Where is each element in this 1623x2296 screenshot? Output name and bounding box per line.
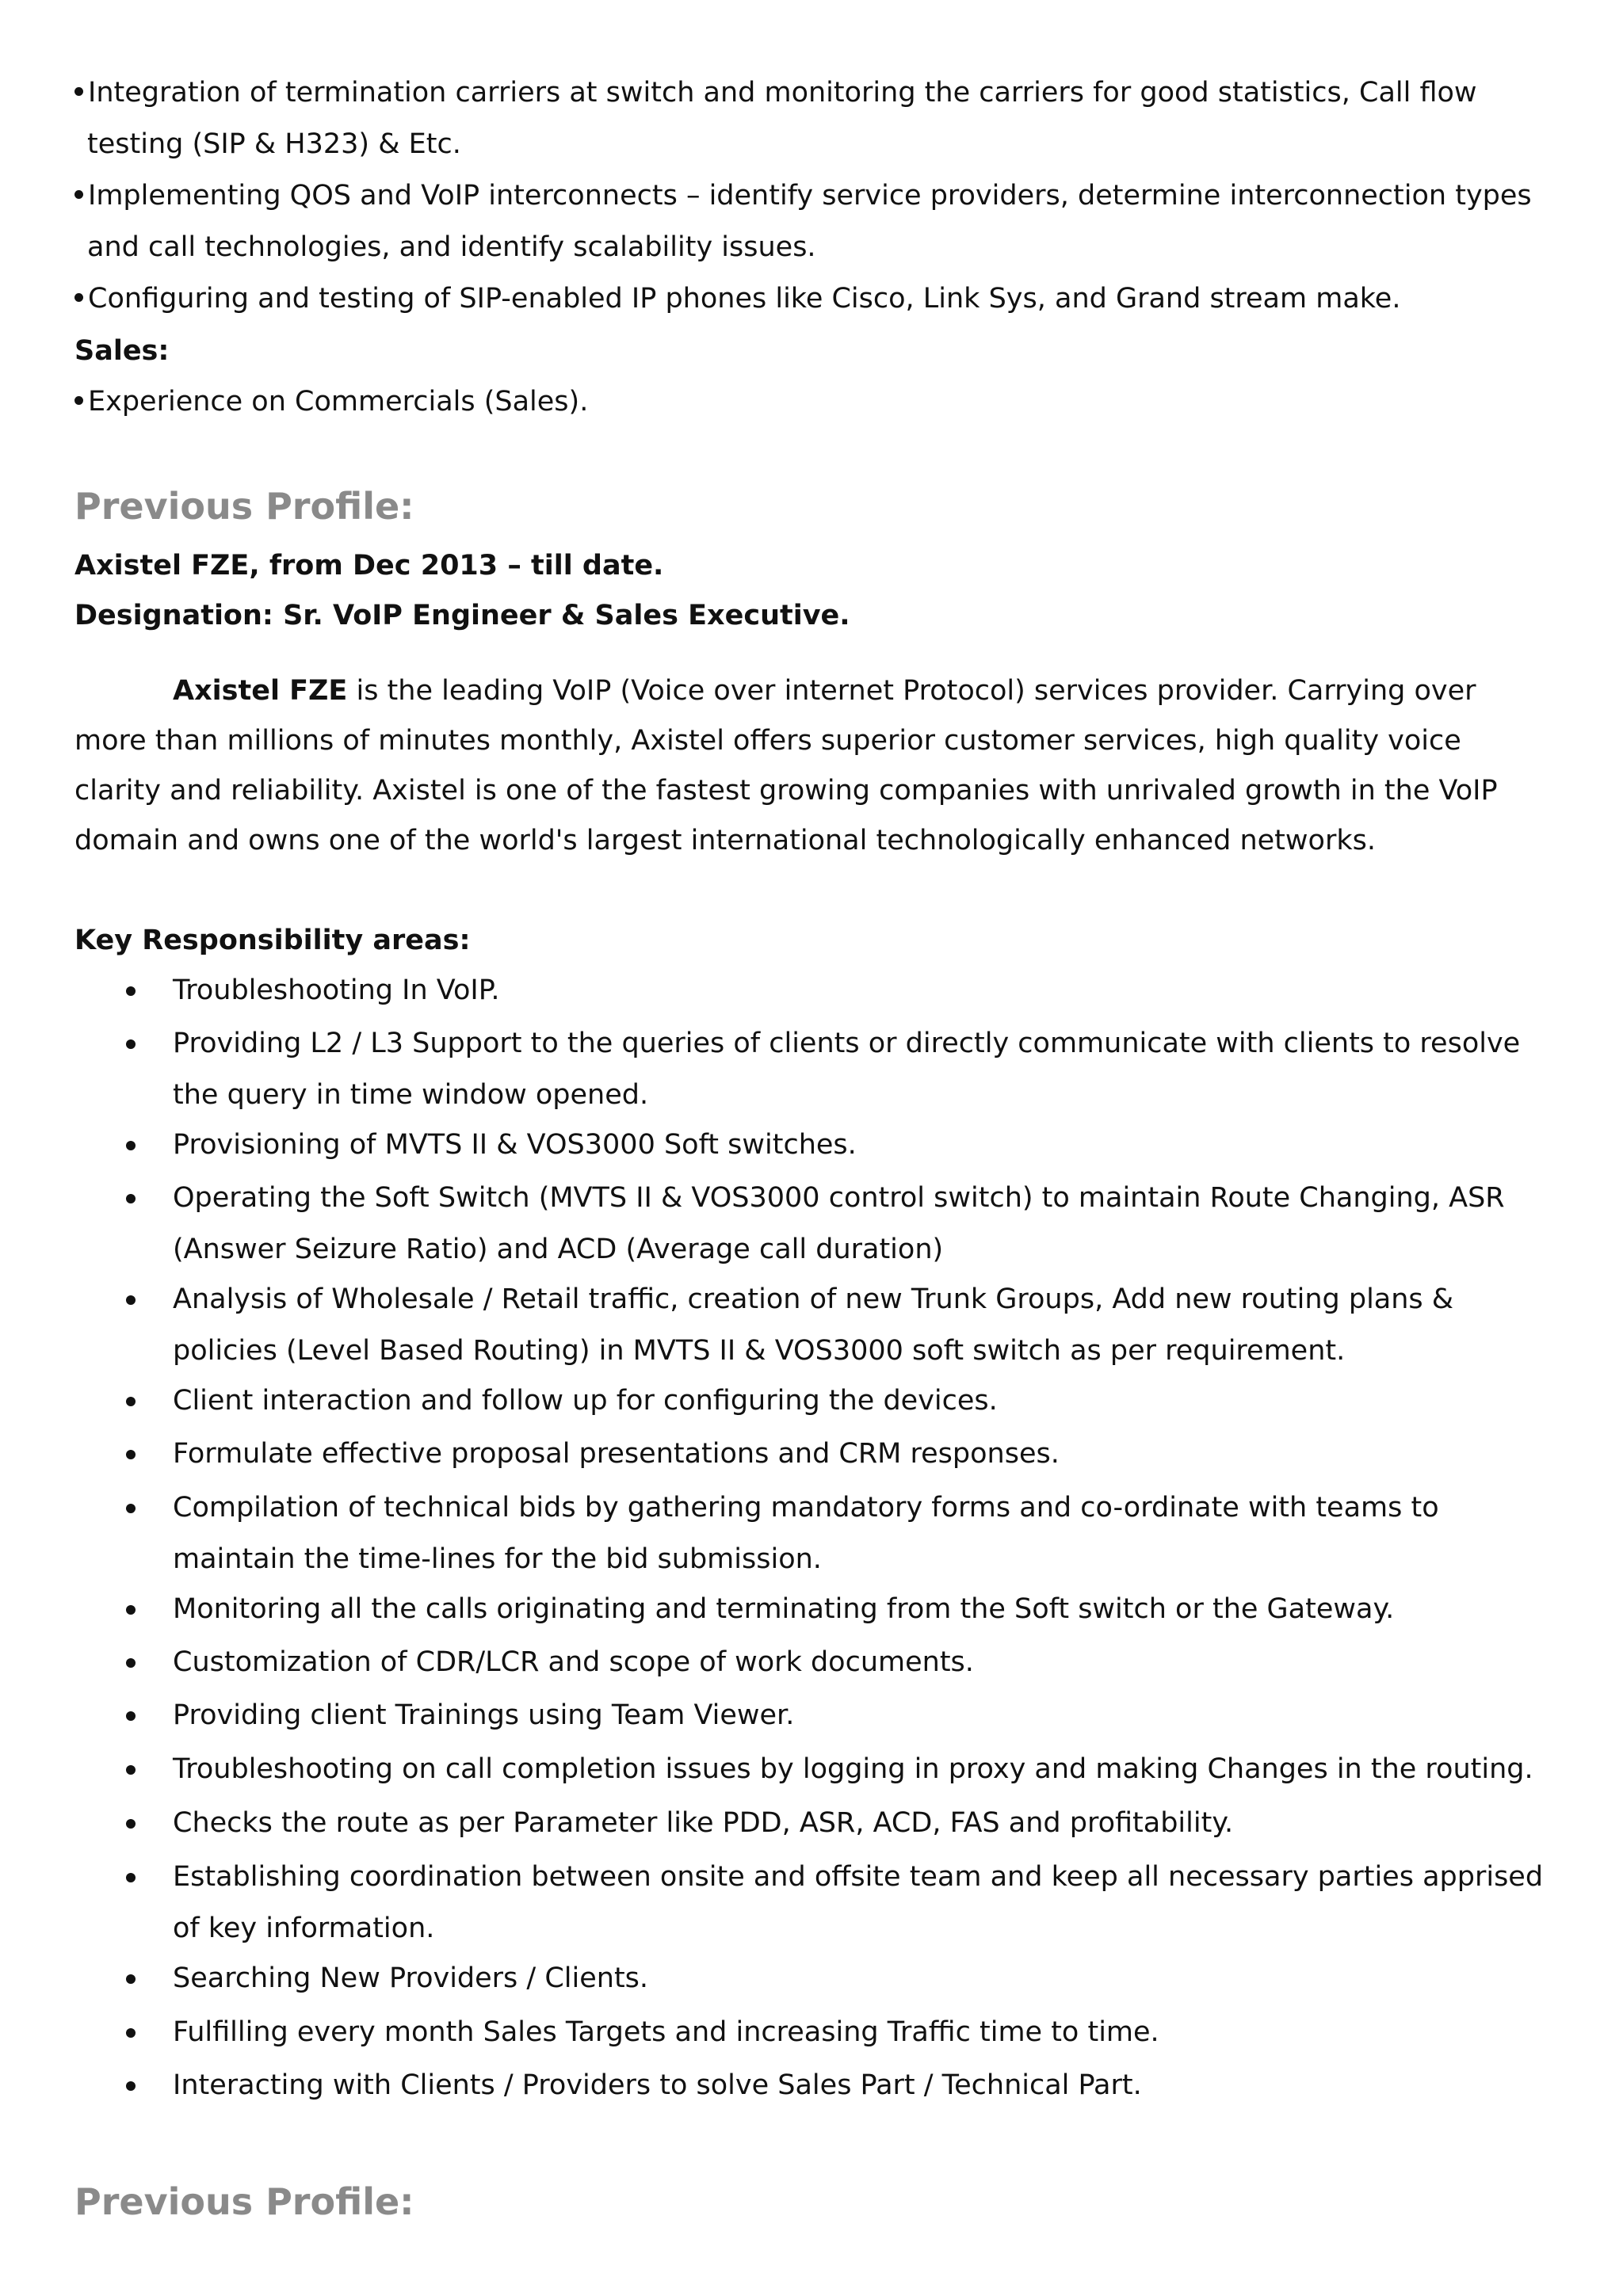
bullet-dot-icon bbox=[126, 986, 136, 996]
sales-heading: Sales: bbox=[74, 335, 170, 367]
list-item: Customization of CDR/LCR and scope of work documents. bbox=[173, 1646, 974, 1678]
list-item-cont: the query in time window opened. bbox=[173, 1079, 649, 1111]
bullet-dot-icon bbox=[126, 1974, 136, 1984]
bullet-dot-icon bbox=[74, 396, 83, 405]
bullet-dot-icon bbox=[126, 2081, 136, 2091]
list-item: Providing client Trainings using Team Viewer. bbox=[173, 1699, 795, 1731]
previous-profile-heading: Previous Profile: bbox=[74, 485, 414, 528]
bullet-dot-icon bbox=[126, 1397, 136, 1406]
bullet-dot-icon bbox=[126, 2028, 136, 2038]
list-item: Analysis of Wholesale / Retail traffic, creation of new Trunk Groups, Add new routing plans & bbox=[173, 1283, 1454, 1315]
company-description-line-3: clarity and reliability. Axistel is one of the fastest growing companies with unrivaled growth in the VoIP bbox=[74, 775, 1498, 807]
sales-bullet: Experience on Commercials (Sales). bbox=[74, 388, 588, 416]
company-description-line-2: more than millions of minutes monthly, Axistel offers superior customer services, high quality voice bbox=[74, 725, 1461, 757]
bullet-dot-icon bbox=[126, 1658, 136, 1668]
list-item-cont: of key information. bbox=[173, 1913, 435, 1944]
bullet-dot-icon bbox=[126, 1605, 136, 1615]
list-item-cont: policies (Level Based Routing) in MVTS II & VOS3000 soft switch as per requirement. bbox=[173, 1335, 1346, 1367]
list-item: Interacting with Clients / Providers to solve Sales Part / Technical Part. bbox=[173, 2069, 1142, 2101]
company-description-line-1: Axistel FZE is the leading VoIP (Voice over internet Protocol) services provider. Carrying over bbox=[173, 675, 1476, 707]
previous-profile-heading-2: Previous Profile: bbox=[74, 2180, 414, 2223]
bullet-dot-icon bbox=[126, 1450, 136, 1459]
bullet-dot-icon bbox=[126, 1819, 136, 1829]
company-description-line-4: domain and owns one of the world's largest international technologically enhanced networks. bbox=[74, 825, 1376, 856]
list-item: Provisioning of MVTS II & VOS3000 Soft switches. bbox=[173, 1129, 857, 1161]
bullet-dot-icon bbox=[74, 87, 83, 96]
list-item: Establishing coordination between onsite and offsite team and keep all necessary parties apprised bbox=[173, 1861, 1544, 1893]
bullet-dot-icon bbox=[126, 1141, 136, 1150]
bullet-dot-icon bbox=[74, 293, 83, 302]
bullet-dot-icon bbox=[126, 1873, 136, 1882]
company-line: Axistel FZE, from Dec 2013 – till date. bbox=[74, 550, 664, 582]
list-item-cont: maintain the time-lines for the bid submission. bbox=[173, 1543, 822, 1575]
bullet-dot-icon bbox=[126, 1765, 136, 1775]
list-item: Formulate effective proposal presentations and CRM responses. bbox=[173, 1438, 1060, 1470]
bullet-dot-icon bbox=[126, 1711, 136, 1721]
company-name: Axistel FZE bbox=[173, 675, 348, 707]
list-item: Searching New Providers / Clients. bbox=[173, 1962, 649, 1994]
intro-bullet-1-cont: testing (SIP & H323) & Etc. bbox=[87, 128, 461, 160]
kra-heading: Key Responsibility areas: bbox=[74, 925, 471, 956]
bullet-dot-icon bbox=[126, 1504, 136, 1513]
bullet-dot-icon bbox=[126, 1039, 136, 1049]
list-item: Monitoring all the calls originating and terminating from the Soft switch or the Gateway. bbox=[173, 1593, 1395, 1625]
list-item: Troubleshooting In VoIP. bbox=[173, 974, 500, 1006]
intro-bullet-2: Implementing QOS and VoIP interconnects – identify service providers, determine interconnection types bbox=[74, 182, 1532, 210]
list-item: Client interaction and follow up for configuring the devices. bbox=[173, 1385, 998, 1417]
bullet-dot-icon bbox=[74, 190, 83, 199]
list-item-cont: (Answer Seizure Ratio) and ACD (Average call duration) bbox=[173, 1234, 944, 1265]
list-item: Troubleshooting on call completion issues by logging in proxy and making Changes in the routing. bbox=[173, 1753, 1533, 1785]
intro-bullet-2-cont: and call technologies, and identify scalability issues. bbox=[87, 231, 816, 263]
intro-bullet-3: Configuring and testing of SIP-enabled IP phones like Cisco, Link Sys, and Grand stream make. bbox=[74, 285, 1400, 313]
bullet-dot-icon bbox=[126, 1295, 136, 1305]
intro-bullet-1: Integration of termination carriers at switch and monitoring the carriers for good statistics, Call flow bbox=[74, 79, 1477, 107]
list-item: Operating the Soft Switch (MVTS II & VOS3000 control switch) to maintain Route Changing, ASR bbox=[173, 1182, 1505, 1214]
list-item: Checks the route as per Parameter like PDD, ASR, ACD, FAS and profitability. bbox=[173, 1807, 1234, 1839]
list-item: Compilation of technical bids by gathering mandatory forms and co-ordinate with teams to bbox=[173, 1492, 1439, 1524]
designation-line: Designation: Sr. VoIP Engineer & Sales Executive. bbox=[74, 600, 850, 631]
bullet-dot-icon bbox=[126, 1194, 136, 1203]
list-item: Fulfilling every month Sales Targets and increasing Traffic time to time. bbox=[173, 2016, 1159, 2048]
list-item: Providing L2 / L3 Support to the queries of clients or directly communicate with clients to resolve bbox=[173, 1028, 1521, 1059]
